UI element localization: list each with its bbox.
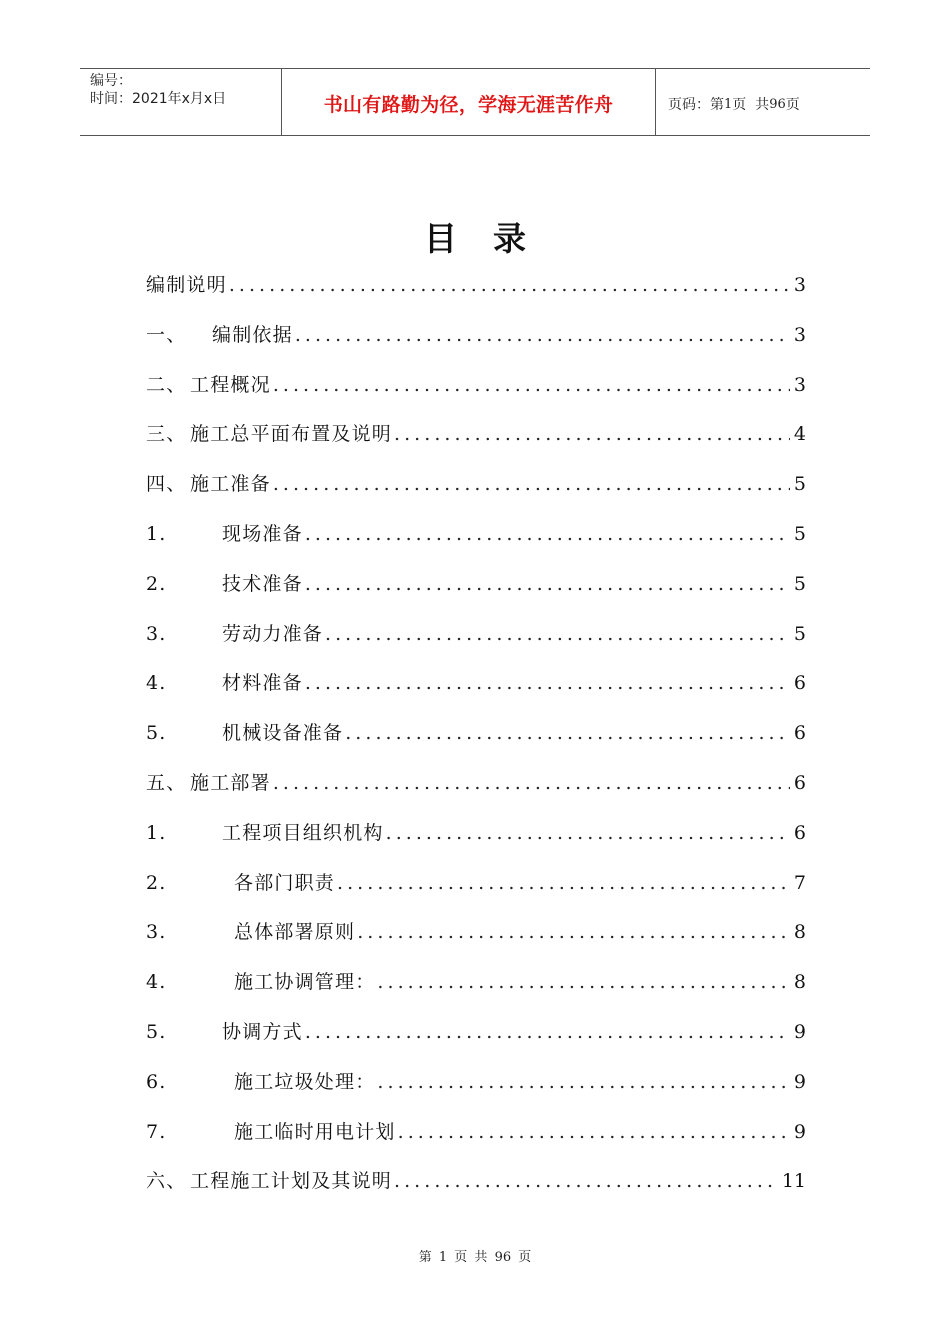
toc-entry-number: 3.: [146, 622, 167, 645]
toc-entry-label: 施工部署: [190, 771, 271, 794]
toc-entry-page: 3: [793, 323, 806, 346]
toc-entry-number: 1.: [146, 821, 167, 844]
toc-leader-dots: [386, 818, 790, 848]
toc-entry-page: 6: [793, 771, 806, 794]
toc-entry-number: 2.: [146, 572, 167, 595]
toc-leader-dots: [305, 1017, 790, 1047]
footer-suffix: 页: [518, 1250, 532, 1265]
toc-entry-number: 5.: [146, 722, 167, 745]
toc-entry-number: 四、: [146, 473, 187, 496]
toc-entry-label: 施工临时用电计划: [234, 1120, 396, 1143]
toc-entry-page: 3: [793, 274, 806, 296]
toc-entry-label: 材料准备: [222, 672, 303, 695]
toc-entry-label: 工程施工计划及其说明: [190, 1170, 393, 1193]
toc-leader-dots: [229, 270, 790, 300]
date-label: 时间：2021年x月x日: [90, 91, 227, 107]
toc-entry-label: 机械设备准备: [222, 722, 344, 745]
toc-leader-dots: [357, 917, 790, 947]
toc-entry-label: 施工垃圾处理：: [234, 1070, 376, 1093]
toc-entry[interactable]: [146, 370, 806, 420]
toc-title: 目录: [424, 219, 562, 258]
toc-leader-dots: [273, 469, 790, 499]
toc-entry[interactable]: [146, 1067, 806, 1117]
toc-entry[interactable]: [146, 1117, 806, 1167]
toc-entry-number: 一、: [146, 323, 187, 346]
header-meta: [80, 69, 282, 135]
toc-entry-number: 1.: [146, 522, 167, 545]
toc-entry[interactable]: [146, 818, 806, 868]
page-total: 96: [769, 96, 786, 112]
toc-entry-page: 3: [793, 373, 806, 396]
toc-entry-page: 5: [793, 622, 806, 645]
code-label: 编号：: [90, 73, 132, 89]
toc-entry-number: 4.: [146, 672, 167, 695]
toc-leader-dots: [305, 519, 790, 549]
toc-leader-dots: [394, 1166, 778, 1196]
toc-entry[interactable]: [146, 967, 806, 1017]
toc-entry-number: 五、: [146, 771, 187, 794]
footer-page: 1: [438, 1250, 448, 1265]
toc-entry[interactable]: [146, 419, 806, 469]
toc-entry[interactable]: [146, 320, 806, 370]
toc-entry[interactable]: [146, 718, 806, 768]
toc-entry-label: 工程概况: [190, 373, 271, 396]
page-header: [80, 68, 870, 136]
toc-entry[interactable]: [146, 668, 806, 718]
toc-entry-label: 施工总平面布置及说明: [190, 423, 393, 446]
toc-entry-page: 9: [793, 1120, 806, 1143]
toc-entry-number: 三、: [146, 423, 187, 446]
toc-leader-dots: [337, 868, 790, 898]
header-page-info: [656, 69, 870, 135]
toc-leader-dots: [295, 320, 790, 350]
toc-entry-number: 6.: [146, 1070, 167, 1093]
toc-entry-number: 4.: [146, 971, 167, 994]
toc-entry-number: 六、: [146, 1170, 187, 1193]
toc-entry-page: 5: [793, 522, 806, 545]
toc-entry-page: 8: [793, 921, 806, 944]
toc-entry-label: 施工准备: [190, 473, 271, 496]
toc-leader-dots: [345, 718, 790, 748]
toc-entry-number: 5.: [146, 1020, 167, 1043]
page-suffix: 页: [785, 97, 800, 113]
toc-entry-page: 5: [793, 473, 806, 496]
toc-leader-dots: [398, 1117, 790, 1147]
toc-entry-label: 技术准备: [222, 572, 303, 595]
toc-entry-number: 3.: [146, 921, 167, 944]
toc-entry[interactable]: [146, 469, 806, 519]
toc-entry[interactable]: [146, 270, 806, 320]
toc-entry-page: 9: [793, 1070, 806, 1093]
toc-entry-page: 6: [793, 722, 806, 745]
toc-entry-label: 编制依据: [212, 323, 293, 346]
toc-entry-number: 7.: [146, 1120, 167, 1143]
page-prefix: 页码：第: [668, 97, 724, 113]
page-mid: 页 共: [732, 97, 770, 113]
toc-entry-label: 编制说明: [146, 274, 227, 296]
toc-entry[interactable]: [146, 619, 806, 669]
toc-entry-page: 6: [793, 821, 806, 844]
toc-entry[interactable]: [146, 1017, 806, 1067]
toc-leader-dots: [377, 1067, 790, 1097]
toc-leader-dots: [394, 419, 790, 449]
page-footer: [0, 1246, 950, 1265]
toc-entry-page: 7: [793, 871, 806, 894]
header-motto: 书山有路勤为径，学海无涯苦作舟: [282, 69, 656, 135]
toc-entry-label: 工程项目组织机构: [222, 821, 384, 844]
toc-leader-dots: [273, 370, 790, 400]
toc-entry-label: 协调方式: [222, 1020, 303, 1043]
page-number: 1: [724, 96, 733, 112]
toc-entry-page: 5: [793, 572, 806, 595]
toc-entry[interactable]: [146, 868, 806, 918]
toc-entry[interactable]: [146, 1166, 806, 1216]
footer-prefix: 第: [418, 1250, 432, 1265]
toc-leader-dots: [305, 668, 790, 698]
toc-entry[interactable]: [146, 519, 806, 569]
toc-entry-label: 各部门职责: [234, 871, 336, 894]
toc-entry-label: 现场准备: [222, 522, 303, 545]
toc-entry[interactable]: [146, 768, 806, 818]
toc-entry[interactable]: [146, 917, 806, 967]
toc-leader-dots: [305, 569, 790, 599]
toc-entry-number: 2.: [146, 871, 167, 894]
toc-entry-label: 劳动力准备: [222, 622, 324, 645]
toc-entry-page: 11: [781, 1170, 806, 1193]
toc-entry-page: 4: [793, 423, 806, 446]
footer-mid: 页 共: [454, 1250, 488, 1265]
table-of-contents: [146, 270, 806, 1216]
footer-total: 96: [494, 1250, 512, 1265]
toc-entry-label: 总体部署原则: [234, 921, 356, 944]
toc-entry-number: 二、: [146, 373, 187, 396]
toc-leader-dots: [325, 619, 790, 649]
toc-entry-page: 9: [793, 1020, 806, 1043]
toc-leader-dots: [377, 967, 790, 997]
toc-entry[interactable]: [146, 569, 806, 619]
toc-leader-dots: [273, 768, 790, 798]
toc-entry-page: 8: [793, 971, 806, 994]
toc-entry-page: 6: [793, 672, 806, 695]
toc-entry-label: 施工协调管理：: [234, 971, 376, 994]
